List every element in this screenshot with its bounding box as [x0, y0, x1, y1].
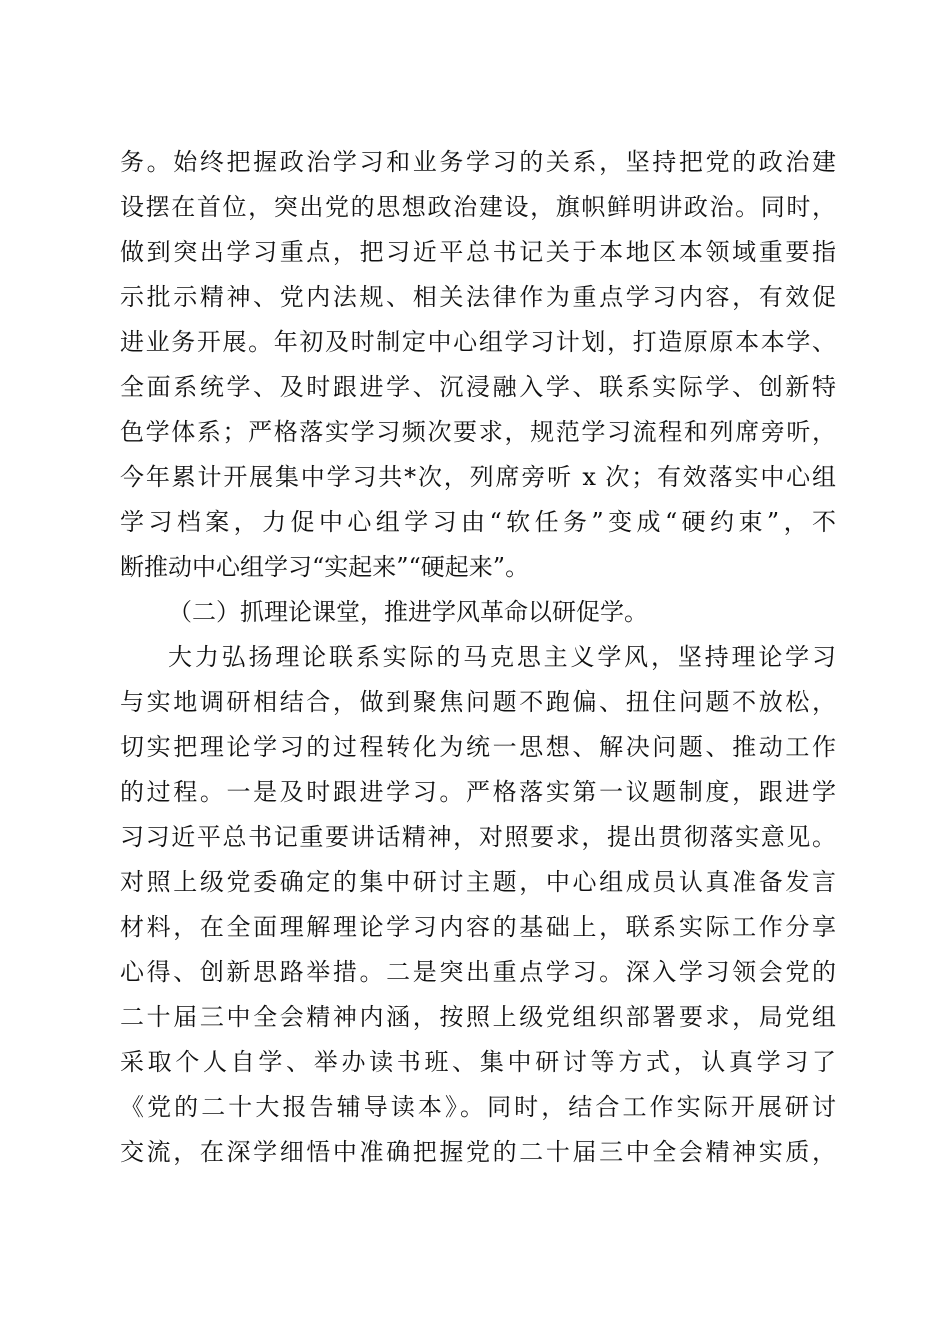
paragraph-2-line-10: 采取个人自学、举办读书班、集中研讨等方式，认真学习了	[120, 1048, 836, 1076]
paragraph-2-line-5: 习习近平总书记重要讲话精神，对照要求，提出贯彻落实意见。	[120, 823, 836, 851]
paragraph-1-line-8: 今年累计开展集中学习共*次，列席旁听 x 次；有效落实中心组	[120, 463, 836, 491]
paragraph-1-line-3: 做到突出学习重点，把习近平总书记关于本地区本领域重要指	[120, 238, 836, 266]
paragraph-1-line-10: 断推动中心组学习“实起来”“硬起来”。	[120, 553, 530, 581]
paragraph-2-line-11: 《党的二十大报告辅导读本》。同时，结合工作实际开展研讨	[120, 1093, 836, 1121]
paragraph-2-line-7: 材料，在全面理解理论学习内容的基础上，联系实际工作分享	[120, 913, 836, 941]
paragraph-1-line-9: 学习档案，力促中心组学习由“软任务”变成“硬约束”，不	[120, 508, 836, 536]
paragraph-2-line-1: 大力弘扬理论联系实际的马克思主义学风，坚持理论学习	[168, 643, 836, 671]
paragraph-2-line-9: 二十届三中全会精神内涵，按照上级党组织部署要求，局党组	[120, 1003, 836, 1031]
paragraph-1-line-5: 进业务开展。年初及时制定中心组学习计划，打造原原本本学、	[120, 328, 836, 356]
paragraph-2-line-8: 心得、创新思路举措。二是突出重点学习。深入学习领会党的	[120, 958, 836, 986]
paragraph-2-line-2: 与实地调研相结合，做到聚焦问题不跑偏、扭住问题不放松，	[120, 688, 836, 716]
paragraph-1-line-7: 色学体系；严格落实学习频次要求，规范学习流程和列席旁听，	[120, 418, 836, 446]
section-heading: （二）抓理论课堂，推进学风革命以研促学。	[168, 598, 648, 626]
paragraph-1-line-2: 设摆在首位，突出党的思想政治建设，旗帜鲜明讲政治。同时，	[120, 193, 836, 221]
paragraph-2-line-12: 交流，在深学细悟中准确把握党的二十届三中全会精神实质，	[120, 1138, 836, 1166]
paragraph-2-line-6: 对照上级党委确定的集中研讨主题，中心组成员认真准备发言	[120, 868, 836, 896]
paragraph-1-line-6: 全面系统学、及时跟进学、沉浸融入学、联系实际学、创新特	[120, 373, 836, 401]
paragraph-2-line-3: 切实把理论学习的过程转化为统一思想、解决问题、推动工作	[120, 733, 836, 761]
paragraph-1-line-1: 务。始终把握政治学习和业务学习的关系，坚持把党的政治建	[120, 148, 836, 176]
paragraph-1-line-4: 示批示精神、党内法规、相关法律作为重点学习内容，有效促	[120, 283, 836, 311]
paragraph-2-line-4: 的过程。一是及时跟进学习。严格落实第一议题制度，跟进学	[120, 778, 836, 806]
